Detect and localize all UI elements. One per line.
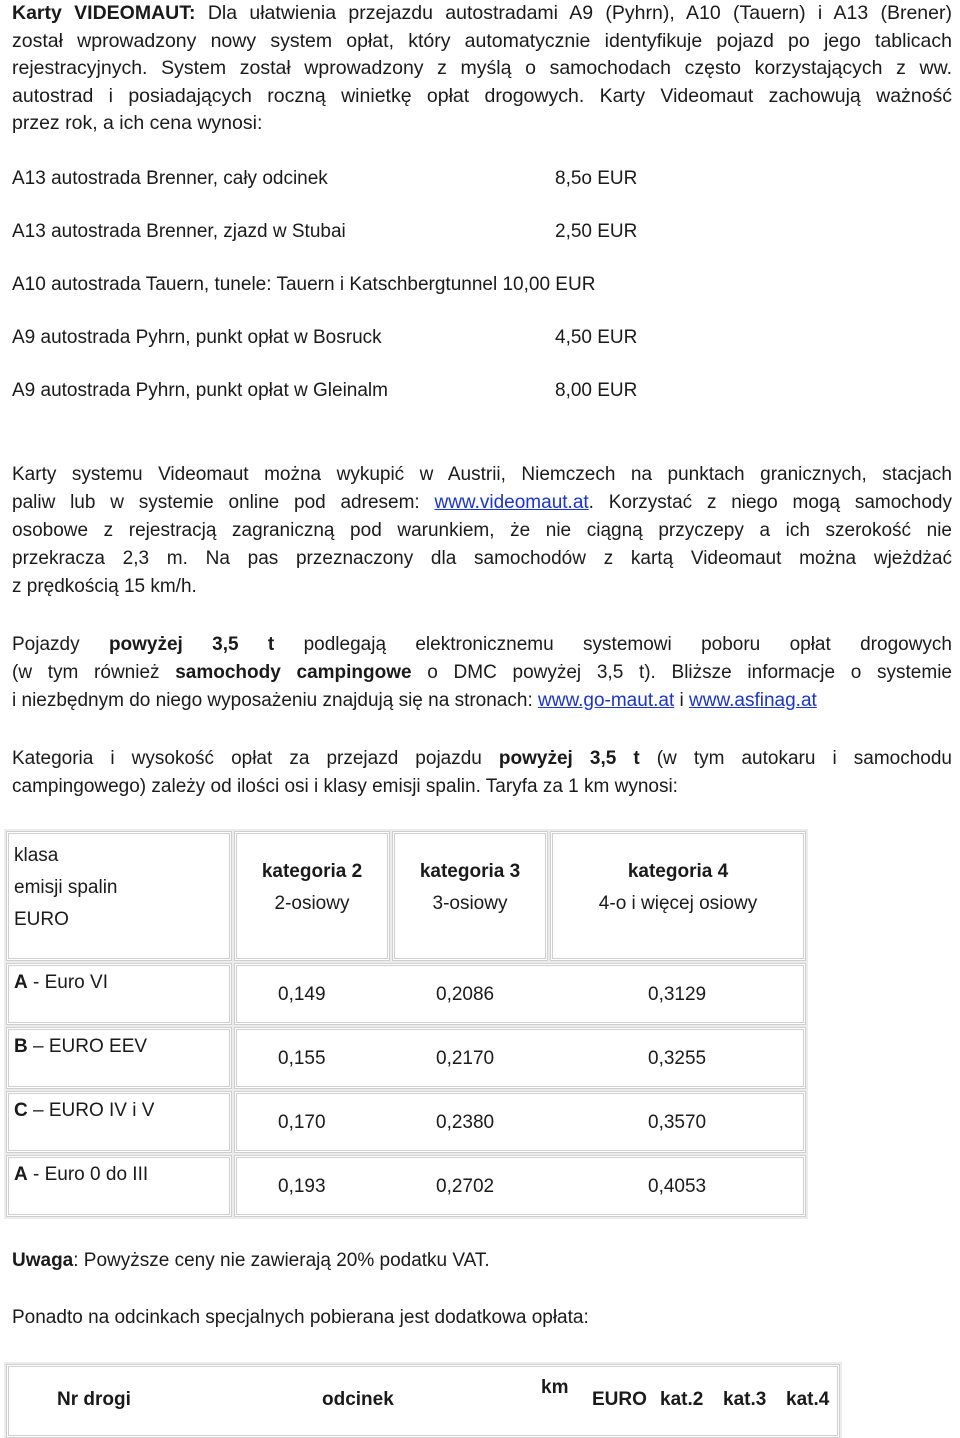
header-class-line: klasa xyxy=(14,845,59,866)
price-value: 8,5o EUR xyxy=(555,168,638,189)
price-label: A9 autostrada Pyhrn, punkt opłat w Gleinalm xyxy=(12,380,388,401)
header-title: kategoria 4 xyxy=(627,861,729,882)
header-km: km xyxy=(541,1377,569,1398)
videomaut-label: Karty VIDEOMAUT: xyxy=(12,2,196,24)
asfinag-link[interactable]: www.asfinag.at xyxy=(689,690,817,711)
rate-value: 0,3255 xyxy=(648,1048,707,1069)
para2-line-1: Pojazdy powyżej 3,5 t podlegają elektronicznemu systemowi poboru opłat drogowych xyxy=(12,634,952,655)
header-kat2: kat.2 xyxy=(660,1389,704,1410)
table-row-class-cell: A - Euro 0 do III xyxy=(6,1155,232,1217)
price-label: A10 autostrada Tauern, tunele: Tauern i Katschbergtunnel 10,00 EUR xyxy=(12,274,596,295)
special-fees-table xyxy=(4,1362,842,1438)
header-cell-kat2 xyxy=(234,831,390,961)
para2-line-2: (w tym również samochody campingowe o DMC powyżej 3,5 t). Bliższe informacje o systemie xyxy=(12,662,952,683)
header-cell-kat4 xyxy=(550,831,806,961)
header-title: kategoria 3 xyxy=(419,861,521,882)
videomaut-link[interactable]: www.videomaut.at xyxy=(434,492,589,513)
rate-value: 0,2170 xyxy=(436,1048,495,1069)
header-euro: EURO xyxy=(592,1389,647,1410)
header-class-line: EURO xyxy=(14,909,69,930)
para1-line-5: z prędkością 15 km/h. xyxy=(12,576,197,597)
para3-line-2: campingowego) zależy od ilości osi i klasy emisji spalin. Taryfa za 1 km wynosi: xyxy=(12,776,678,797)
header-sub: 3-osiowy xyxy=(432,893,508,914)
price-label: A13 autostrada Brenner, cały odcinek xyxy=(12,168,328,189)
table-row-values-cell xyxy=(234,963,806,1025)
header-class-line: emisji spalin xyxy=(14,877,118,898)
table-row-values-cell xyxy=(234,1155,806,1217)
rate-value: 0,2380 xyxy=(436,1112,495,1133)
fee-table-header-row xyxy=(6,1364,840,1438)
table-row-class-cell: C – EURO IV i V xyxy=(6,1091,232,1153)
price-label: A13 autostrada Brenner, zjazd w Stubai xyxy=(12,221,346,242)
table-row-values-cell xyxy=(234,1027,806,1089)
intro-line-1: Karty VIDEOMAUT: Dla ułatwienia przejazdu autostradami A9 (Pyhrn), A10 (Tauern) i A13 (Brener) xyxy=(12,2,952,24)
para1-line-1: Karty systemu Videomaut można wykupić w Austrii, Niemczech na punktach granicznych, stacjach xyxy=(12,464,952,485)
rate-value: 0,3129 xyxy=(648,984,707,1005)
rate-value: 0,155 xyxy=(278,1048,326,1069)
header-title: kategoria 2 xyxy=(261,861,363,882)
header-cell-class xyxy=(6,831,232,961)
intro-line-5: przez rok, a ich cena wynosi: xyxy=(12,112,263,134)
vat-note: Uwaga: Powyższe ceny nie zawierają 20% podatku VAT. xyxy=(12,1250,490,1271)
header-kat3: kat.3 xyxy=(723,1389,767,1410)
para1-line-3: osobowe z rejestracją zagraniczną pod warunkiem, że nie ciągną przyczepy a ich szerokość nie xyxy=(12,520,952,541)
header-road-number: Nr drogi xyxy=(57,1389,131,1410)
rate-value: 0,170 xyxy=(278,1112,326,1133)
table-row-values-cell xyxy=(234,1091,806,1153)
intro-line-2: został wprowadzony nowy system opłat, który automatycznie identyfikuje pojazd po jego tablicach xyxy=(12,29,952,52)
rate-value: 0,3570 xyxy=(648,1112,707,1133)
price-value: 4,50 EUR xyxy=(555,327,638,348)
price-label: A9 autostrada Pyhrn, punkt opłat w Bosruck xyxy=(12,327,382,348)
rates-table xyxy=(4,829,808,1219)
table-row-class-cell: B – EURO EEV xyxy=(6,1027,232,1089)
heavy-vehicles-paragraph xyxy=(12,631,952,715)
intro-line-4: autostrad i posiadających roczną winietkę opłat drogowych. Karty Videomaut zachowują ważność xyxy=(12,84,952,107)
go-maut-link[interactable]: www.go-maut.at xyxy=(538,690,675,711)
rate-value: 0,2702 xyxy=(436,1176,495,1197)
header-kat4: kat.4 xyxy=(786,1389,830,1410)
para1-line-4: przekracza 2,3 m. Na pas przeznaczony dla samochodów z kartą Videomaut można wjeżdżać xyxy=(12,548,952,569)
price-value: 8,00 EUR xyxy=(555,380,638,401)
intro-paragraph xyxy=(12,0,952,138)
header-sub: 2-osiowy xyxy=(274,893,350,914)
header-section: odcinek xyxy=(322,1389,394,1410)
rate-value: 0,193 xyxy=(278,1176,326,1197)
header-cell-kat3 xyxy=(392,831,548,961)
header-sub: 4-o i więcej osiowy xyxy=(598,893,758,914)
category-paragraph xyxy=(12,745,952,801)
para1-line-2: paliw lub w systemie online pod adresem: www.videomaut.at. Korzystać z niego mogą samochody xyxy=(12,492,952,513)
rate-value: 0,149 xyxy=(278,984,326,1005)
table-row-class-cell: A - Euro VI xyxy=(6,963,232,1025)
rate-value: 0,4053 xyxy=(648,1176,707,1197)
videomaut-purchase-paragraph xyxy=(12,461,952,601)
intro-line-3: rejestracyjnych. System został wprowadzony z myślą o samochodach często korzystających z ww. xyxy=(12,57,952,79)
para3-line-1: Kategoria i wysokość opłat za przejazd pojazdu powyżej 3,5 t (w tym autokaru i samochodu xyxy=(12,748,952,769)
rate-value: 0,2086 xyxy=(436,984,495,1005)
para2-line-3: i niezbędnym do niego wyposażeniu znajdują się na stronach: www.go-maut.at i www.asfinag.at xyxy=(12,690,817,711)
price-value: 2,50 EUR xyxy=(555,221,638,242)
extra-fee-intro: Ponadto na odcinkach specjalnych pobierana jest dodatkowa opłata: xyxy=(12,1307,589,1328)
